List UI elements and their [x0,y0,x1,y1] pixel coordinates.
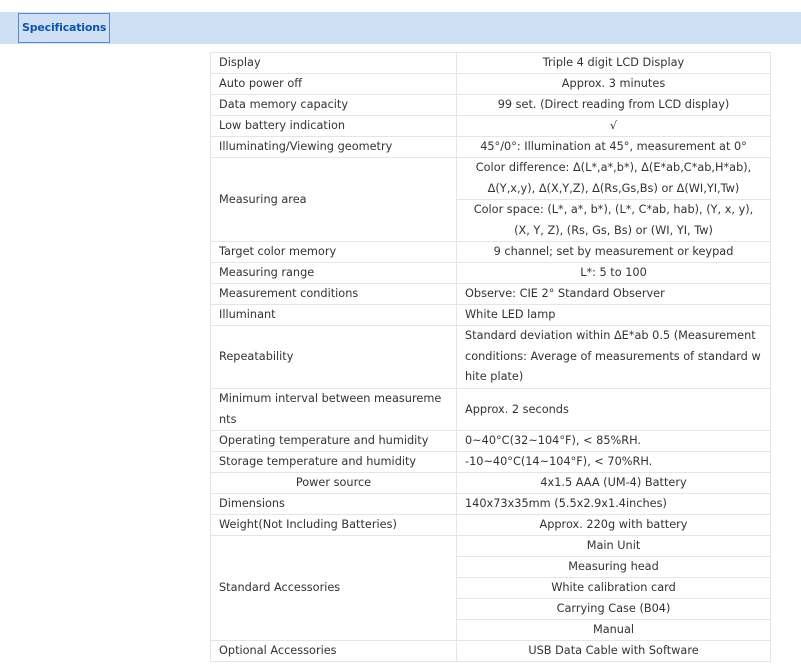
spec-value: Approx. 220g with battery [457,515,771,536]
spec-label: Weight(Not Including Batteries) [211,515,457,536]
table-row [211,74,771,95]
table-row [211,326,771,389]
table-row [211,431,771,452]
table-row [211,116,771,137]
spec-value: Approx. 3 minutes [457,74,771,95]
table-row [211,137,771,158]
spec-value: Standard deviation within ΔE*ab 0.5 (Measurement conditions: Average of measurements of standard white plate) [457,326,771,389]
spec-label: Data memory capacity [211,95,457,116]
spec-label: Minimum interval between measurements [211,389,457,431]
table-row [211,242,771,263]
accessory-item: Carrying Case (B04) [457,599,771,620]
spec-value: 99 set. (Direct reading from LCD display) [457,95,771,116]
spec-value: 45°/0°: Illumination at 45°, measurement at 0° [457,137,771,158]
specifications-table [210,52,771,662]
spec-label: Low battery indication [211,116,457,137]
spec-value: USB Data Cable with Software [457,641,771,662]
checkmark-icon: √ [457,116,771,137]
tab-specifications[interactable]: Specifications [18,13,110,43]
spec-label: Operating temperature and humidity [211,431,457,452]
spec-label: Target color memory [211,242,457,263]
spec-label: Power source [211,473,457,494]
spec-value: -10~40°C(14~104°F), < 70%RH. [457,452,771,473]
spec-value: Triple 4 digit LCD Display [457,53,771,74]
spec-label: Repeatability [211,326,457,389]
table-row [211,452,771,473]
spec-label: Dimensions [211,494,457,515]
table-row [211,53,771,74]
spec-label: Measuring range [211,263,457,284]
spec-label: Display [211,53,457,74]
spec-label: Auto power off [211,74,457,95]
spec-label: Measuring area [211,158,457,242]
table-row [211,305,771,326]
spec-label: Measurement conditions [211,284,457,305]
spec-value: L*: 5 to 100 [457,263,771,284]
table-row [211,284,771,305]
spec-label: Optional Accessories [211,641,457,662]
table-row [211,263,771,284]
spec-value: 4x1.5 AAA (UM-4) Battery [457,473,771,494]
spec-value: Color space: (L*, a*, b*), (L*, C*ab, hab), (Y, x, y), (X, Y, Z), (Rs, Gs, Bs) or (WI, YI, Tw) [457,200,771,242]
table-row [211,95,771,116]
accessory-item: Main Unit [457,536,771,557]
table-row [211,641,771,662]
tab-bar [0,12,801,44]
spec-value: 9 channel; set by measurement or keypad [457,242,771,263]
table-row [211,515,771,536]
spec-value: Approx. 2 seconds [457,389,771,431]
spec-value: Color difference: Δ(L*,a*,b*), Δ(E*ab,C*ab,H*ab), Δ(Y,x,y), Δ(X,Y,Z), Δ(Rs,Gs,Bs) or Δ(WI,YI,Tw) [457,158,771,200]
table-row [211,158,771,200]
spec-value: White LED lamp [457,305,771,326]
spec-label: Standard Accessories [211,536,457,641]
table-row [211,473,771,494]
table-row [211,494,771,515]
spec-label: Illuminating/Viewing geometry [211,137,457,158]
spec-label: Storage temperature and humidity [211,452,457,473]
spec-value: Observe: CIE 2° Standard Observer [457,284,771,305]
accessory-item: Measuring head [457,557,771,578]
table-row [211,389,771,431]
spec-label: Illuminant [211,305,457,326]
spec-value: 0~40°C(32~104°F), < 85%RH. [457,431,771,452]
accessory-item: Manual [457,620,771,641]
spec-value: 140x73x35mm (5.5x2.9x1.4inches) [457,494,771,515]
table-row [211,536,771,557]
accessory-item: White calibration card [457,578,771,599]
